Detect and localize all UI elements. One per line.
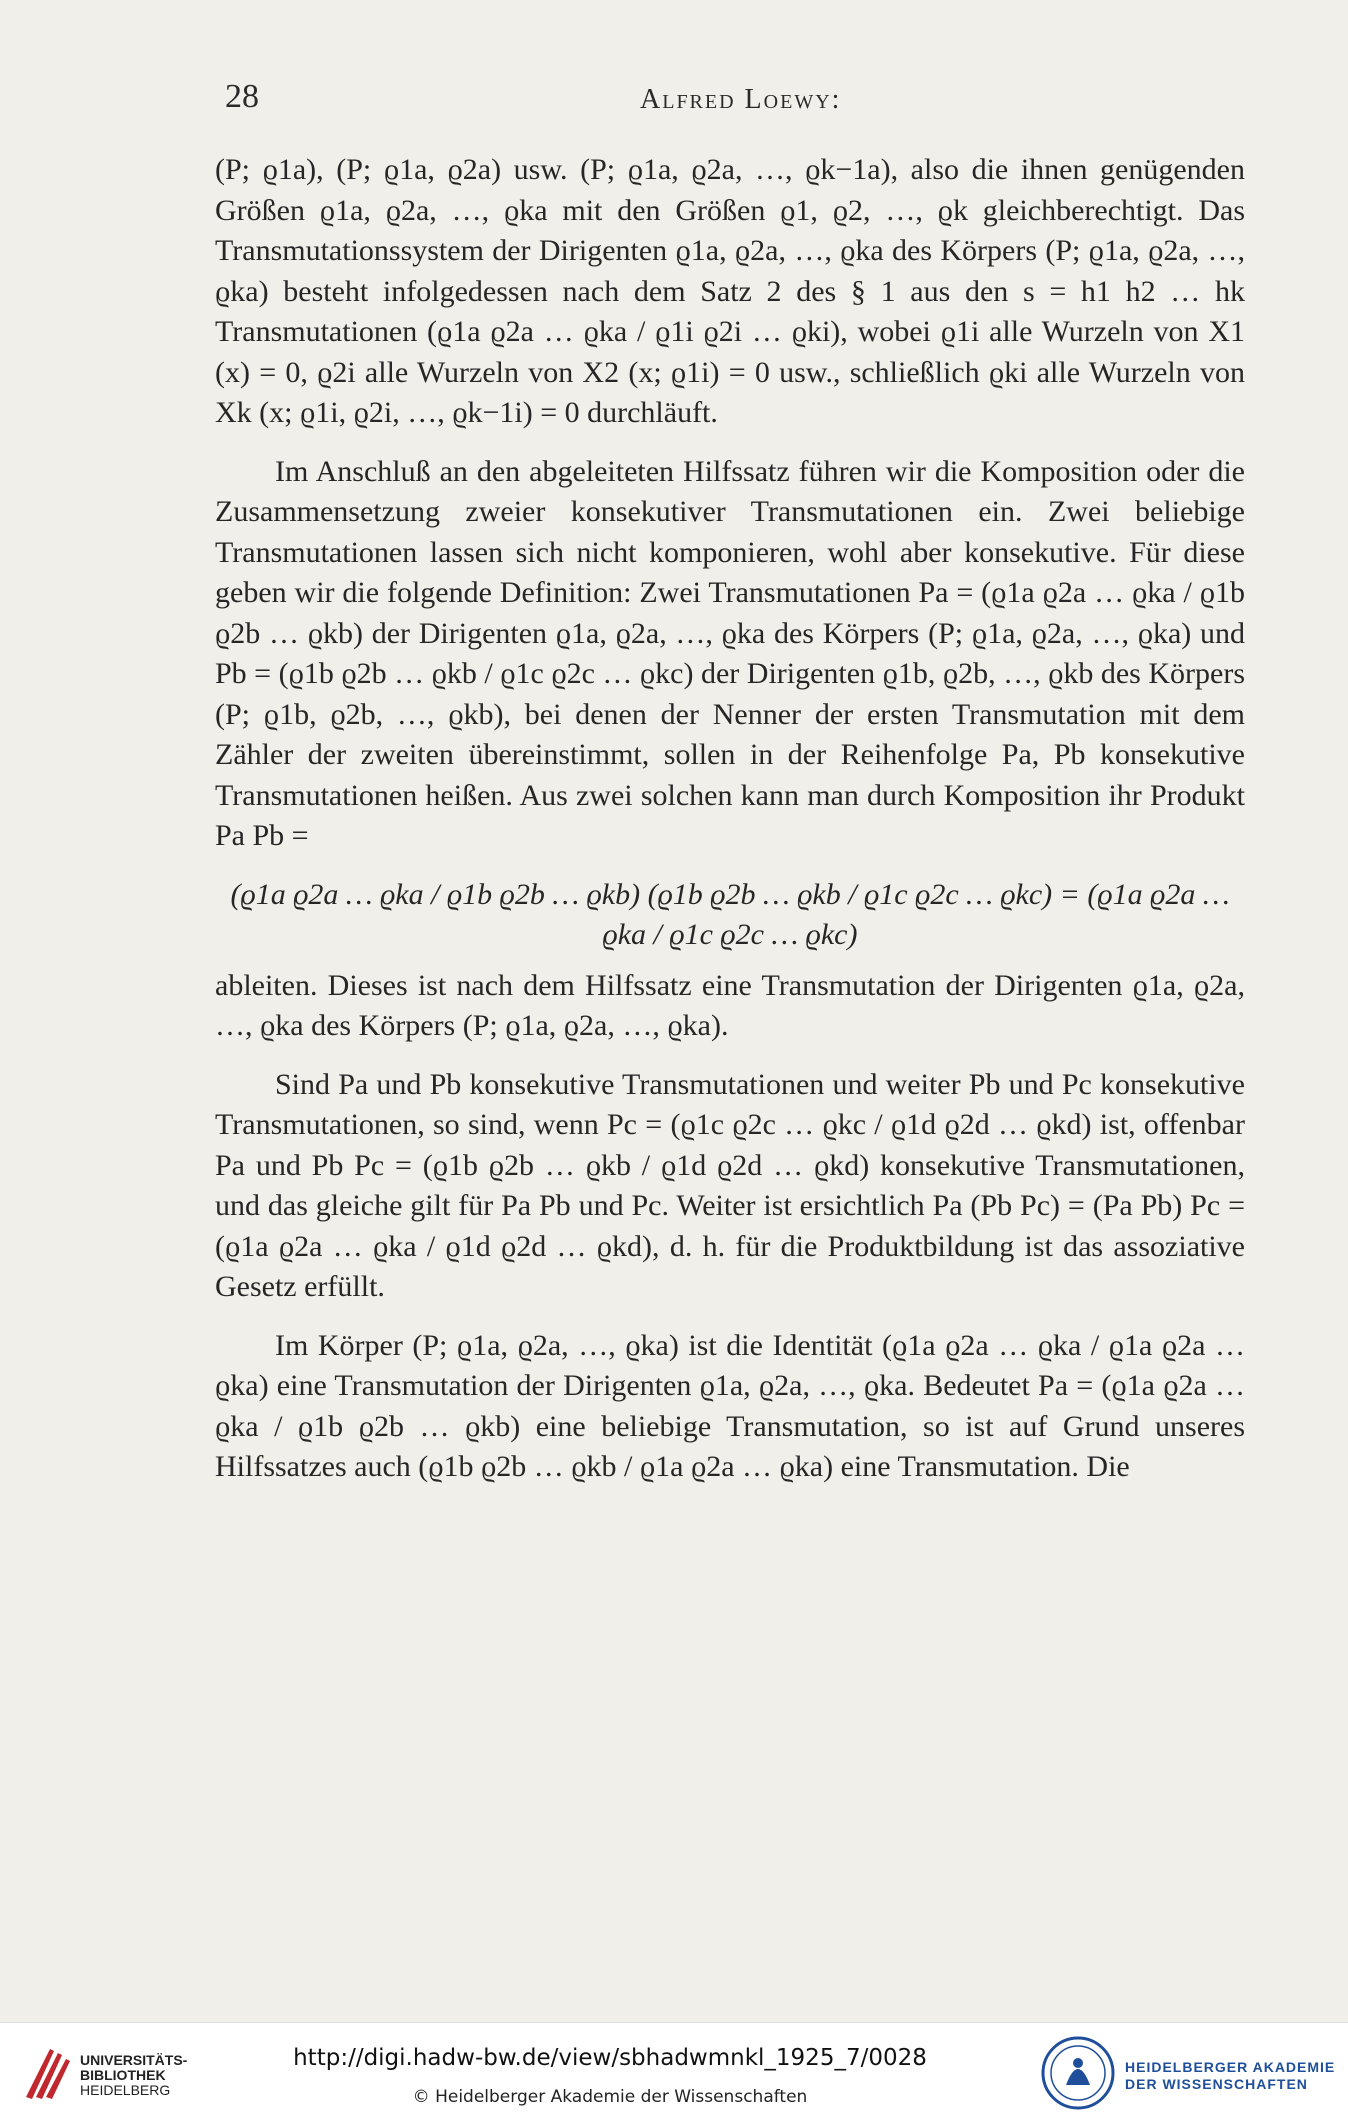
academy-name-line-2: DER WISSENSCHAFTEN <box>1125 2076 1308 2092</box>
paragraph-5: Im Körper (P; ϱ1a, ϱ2a, …, ϱka) ist die Identität (ϱ1a ϱ2a … ϱka / ϱ1a ϱ2a … ϱka) eine Transmutation der Dirigenten ϱ1a, ϱ2a, …, ϱka. Bedeutet Pa = (ϱ1a ϱ2a … ϱka / ϱ1b ϱ2b … ϱkb) eine beliebige Transmutation, so ist auf Grund unseres Hilfssatzes auch (ϱ1b ϱ2b … ϱkb / ϱ1a ϱ2a … ϱka) eine Transmutation. Die <box>215 1328 1245 1483</box>
product-formula: (ϱ1a ϱ2a … ϱka / ϱ1b ϱ2b … ϱkb) (ϱ1b ϱ2b … ϱkb / ϱ1c ϱ2c … ϱkc) = (ϱ1a ϱ2a … ϱka / ϱ1c ϱ2c … ϱkc) <box>230 877 1230 951</box>
academy-name-line-1: HEIDELBERGER AKADEMIE <box>1125 2059 1336 2075</box>
paragraph-3: ableiten. Dieses ist nach dem Hilfssatz eine Transmutation der Dirigenten ϱ1a, ϱ2a, …, ϱka des Körpers (P; ϱ1a, ϱ2a, …, ϱka). <box>215 968 1245 1042</box>
academy-name <box>1125 2059 1335 2093</box>
library-name-line-3: HEIDELBERG <box>80 2082 171 2098</box>
source-url-link[interactable]: http://digi.hadw-bw.de/view/sbhadwmnkl_1925_7/0028 <box>293 2045 927 2071</box>
paragraph-2: Im Anschluß an den abgeleiteten Hilfssatz führen wir die Komposition oder die Zusammensetzung zweier konsekutiver Transmutationen ein. Zwei beliebige Transmutationen lassen sich nicht komponieren, wohl aber konsekutive. Für diese geben wir die folgende Definition: Zwei Transmutationen Pa = (ϱ1a ϱ2a … ϱka / ϱ1b ϱ2b … ϱkb) der Dirigenten ϱ1a, ϱ2a, …, ϱka des Körpers (P; ϱ1a, ϱ2a, …, ϱka) und Pb = (ϱ1b ϱ2b … ϱkb / ϱ1c ϱ2c … ϱkc) der Dirigenten ϱ1b, ϱ2b, …, ϱkb des Körpers (P; ϱ1b, ϱ2b, …, ϱkb), bei denen der Nenner der ersten Transmutation mit dem Zähler der zweiten übereinstimmt, sollen in der Reihenfolge Pa, Pb konsekutive Transmutationen heißen. Aus zwei solchen kann man durch Komposition ihr Produkt Pa Pb = <box>215 454 1245 852</box>
academy-seal-icon <box>1040 2035 1116 2111</box>
university-library-logo-icon <box>20 2043 76 2103</box>
library-name-line-1: UNIVERSITÄTS- <box>80 2052 188 2068</box>
library-name-line-2: BIBLIOTHEK <box>80 2067 166 2083</box>
footer-bar <box>0 2022 1348 2122</box>
running-head: Alfred Loewy: <box>640 84 842 115</box>
university-library-name <box>80 2053 187 2098</box>
page-number: 28 <box>225 78 259 115</box>
paragraph-1: (P; ϱ1a), (P; ϱ1a, ϱ2a) usw. (P; ϱ1a, ϱ2a, …, ϱk−1a), also die ihnen genügenden Größen ϱ1a, ϱ2a, …, ϱka mit den Größen ϱ1, ϱ2, …, ϱk gleichberechtigt. Das Transmutationssystem der Dirigenten ϱ1a, ϱ2a, …, ϱka des Körpers (P; ϱ1a, ϱ2a, …, ϱka) besteht infolgedessen nach dem Satz 2 des § 1 aus den s = h1 h2 … hk Transmutationen (ϱ1a ϱ2a … ϱka / ϱ1i ϱ2i … ϱki), wobei ϱ1i alle Wurzeln von X1 (x) = 0, ϱ2i alle Wurzeln von X2 (x; ϱ1i) = 0 usw., schließlich ϱki alle Wurzeln von Xk (x; ϱ1i, ϱ2i, …, ϱk−1i) = 0 durchläuft. <box>215 153 1245 429</box>
body-text <box>215 150 1245 1506</box>
paragraph-4: Sind Pa und Pb konsekutive Transmutationen und weiter Pb und Pc konsekutive Transmutationen, so sind, wenn Pc = (ϱ1c ϱ2c … ϱkc / ϱ1d ϱ2d … ϱkd) ist, offenbar Pa und Pb Pc = (ϱ1b ϱ2b … ϱkb / ϱ1d ϱ2d … ϱkd) konsekutive Transmutationen, und das gleiche gilt für Pa Pb und Pc. Weiter ist ersichtlich Pa (Pb Pc) = (Pa Pb) Pc = (ϱ1a ϱ2a … ϱka / ϱ1d ϱ2d … ϱkd), d. h. für die Produktbildung ist das assoziative Gesetz erfüllt. <box>215 1067 1245 1303</box>
copyright-notice: © Heidelberger Akademie der Wissenschaften <box>412 2087 808 2107</box>
